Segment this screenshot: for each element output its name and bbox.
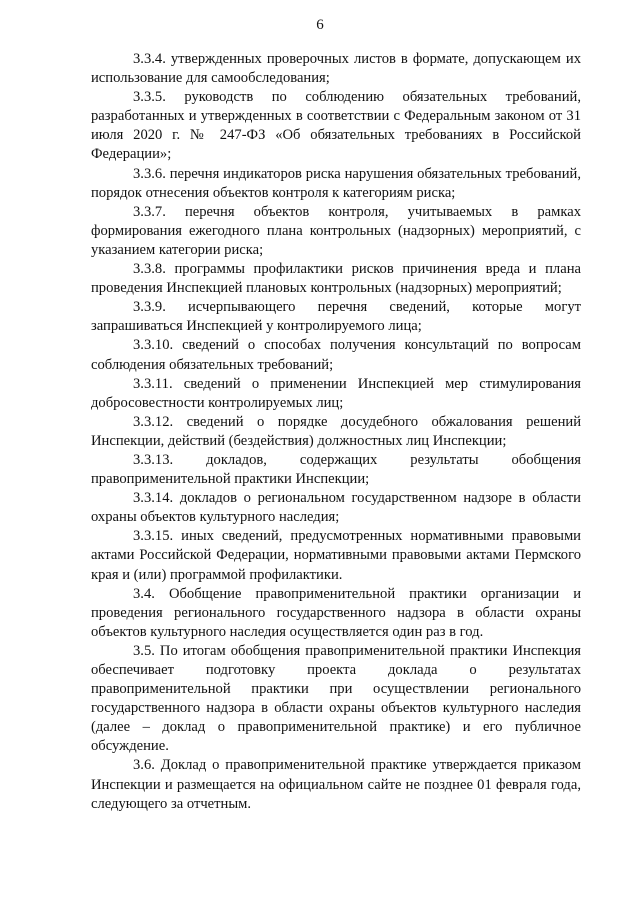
paragraph-text: руководств по соблюдению обязательных требований, разработанных и утвержденных в соответствии с Федеральным законом от 31 июля 2020 г. № 247-ФЗ «Об обязательных требованиях в Российской Федерации»; [91, 89, 581, 163]
paragraph-3-3-12 [91, 413, 581, 451]
paragraph-number: 3.3.6. [133, 165, 166, 182]
paragraph-text: По итогам обобщения правоприменительной практики Инспекция обеспечивает подготовку проекта доклада о результатах правоприменительной практики при осуществлении регионального государственного надзора в области охраны объектов культурного наследия (далее – доклад о правоприменительной практике) и его публичное обсуждение. [91, 642, 581, 755]
paragraph-text: утвержденных проверочных листов в формате, допускающем их использование для самообследования; [91, 51, 581, 87]
paragraph-number: 3.3.7. [133, 203, 166, 220]
paragraph-3-3-8 [91, 260, 581, 298]
paragraph-3-3-13 [91, 451, 581, 489]
paragraph-text: исчерпывающего перечня сведений, которые могут запрашиваться Инспекцией у контролируемого лица; [91, 299, 581, 335]
paragraph-text: программы профилактики рисков причинения вреда и плана проведения Инспекцией плановых контрольных (надзорных) мероприятий; [91, 261, 581, 297]
page-number: 6 [316, 17, 324, 33]
paragraph-number: 3.3.5. [133, 89, 166, 106]
paragraph-text: Обобщение правоприменительной практики организации и проведения регионального государственного надзора в области охраны объектов культурного наследия осуществляется один раз в год. [91, 585, 582, 640]
paragraph-number: 3.3.8. [133, 261, 166, 278]
paragraph-text: докладов, содержащих результаты обобщения правоприменительной практики Инспекции; [91, 451, 581, 488]
paragraph-3-3-11 [91, 375, 581, 413]
paragraph-number: 3.3.14. [133, 490, 174, 507]
paragraph-text: Доклад о правоприменительной практике утверждается приказом Инспекции и размещается на официальном сайте не позднее 01 февраля года, следующего за отчетным. [91, 757, 581, 812]
paragraph-3-3-5 [91, 88, 581, 164]
paragraph-3-3-7 [91, 203, 581, 260]
paragraph-text: докладов о региональном государственном надзоре в области охраны объектов культурного наследия; [91, 490, 581, 526]
paragraph-number: 3.3.11. [133, 375, 173, 392]
paragraph-text: перечня объектов контроля, учитываемых в рамках формирования ежегодного плана контрольных (надзорных) мероприятий, с указанием категории риска; [91, 203, 581, 258]
paragraph-number: 3.4. [133, 585, 155, 602]
paragraph-3-3-10 [91, 336, 581, 374]
paragraph-number: 3.3.12. [133, 413, 174, 430]
paragraph-number: 3.3.9. [133, 299, 166, 316]
paragraph-number: 3.3.4. [133, 51, 166, 67]
paragraph-text: сведений о способах получения консультаций по вопросам соблюдения обязательных требований; [91, 337, 581, 373]
paragraph-number: 3.5. [133, 642, 155, 659]
paragraph-3-3-4 [91, 50, 581, 88]
paragraph-3-3-6 [91, 165, 581, 203]
paragraph-3-6 [91, 756, 581, 813]
paragraph-text: сведений о применении Инспекцией мер стимулирования добросовестности контролируемых лиц; [91, 375, 581, 411]
document-body [91, 50, 581, 814]
paragraph-text: иных сведений, предусмотренных нормативными правовыми актами Российской Федерации, нормативными правовыми актами Пермского края и (или) программой профилактики. [91, 528, 581, 583]
paragraph-number: 3.3.15. [133, 528, 174, 545]
paragraph-3-3-15 [91, 527, 581, 584]
paragraph-text: сведений о порядке досудебного обжалования решений Инспекции, действий (бездействия) должностных лиц Инспекции; [91, 413, 581, 449]
paragraph-number: 3.3.10. [133, 337, 174, 354]
paragraph-3-5 [91, 642, 581, 757]
paragraph-3-3-14 [91, 489, 581, 527]
paragraph-number: 3.3.13. [133, 451, 174, 468]
paragraph-number: 3.6. [133, 757, 155, 774]
paragraph-3-3-9 [91, 298, 581, 336]
paragraph-text: перечня индикаторов риска нарушения обязательных требований, порядок отнесения объектов контроля к категориям риска; [91, 165, 581, 201]
paragraph-3-4 [91, 585, 581, 642]
